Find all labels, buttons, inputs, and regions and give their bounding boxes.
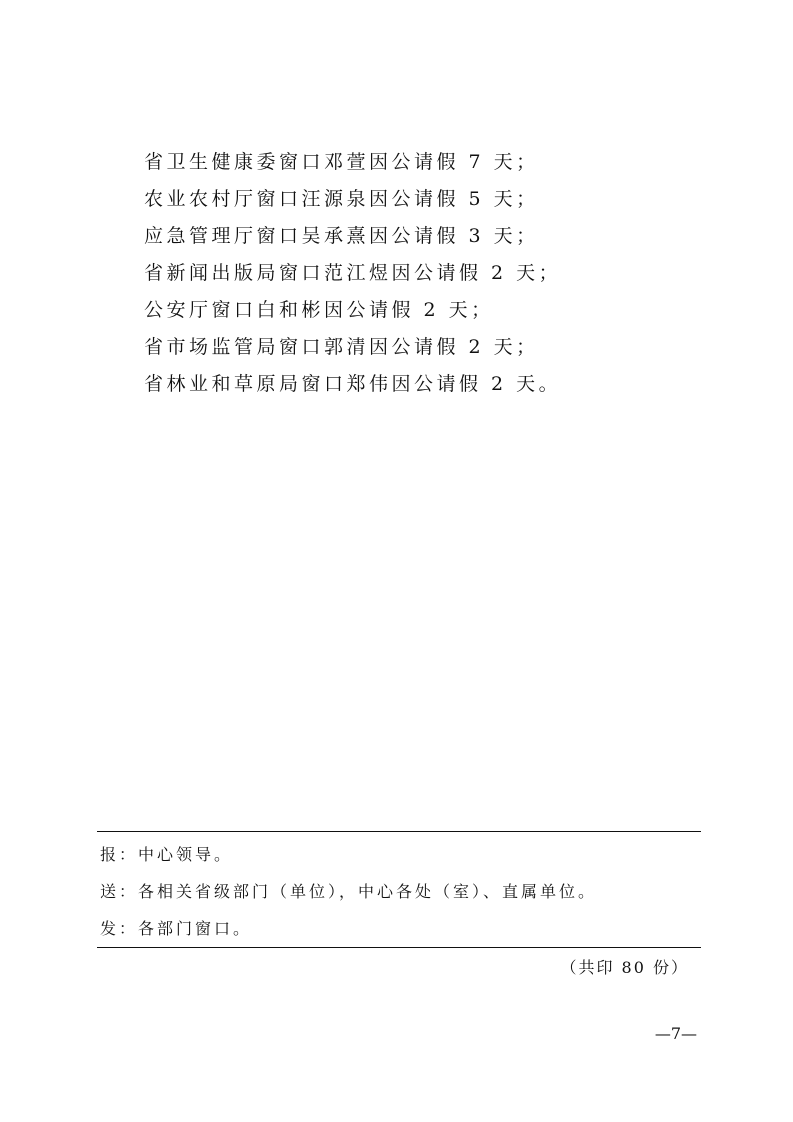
leave-item: 省市场监管局窗口郭清因公请假 2 天； (144, 336, 539, 358)
leave-item: 省卫生健康委窗口邓萱因公请假 7 天； (144, 151, 539, 173)
page-number: —7— (654, 1024, 697, 1043)
print-copies-note: （共印 80 份） (560, 958, 689, 977)
distribution-send-to: 送：各相关省级部门（单位），中心各处（室）、直属单位。 (100, 882, 598, 901)
leave-item: 公安厅窗口白和彬因公请假 2 天； (144, 299, 494, 321)
leave-list (144, 144, 561, 403)
distribution-bottom-divider (97, 947, 701, 948)
leave-item: 省新闻出版局窗口范江煜因公请假 2 天； (144, 262, 562, 284)
distribution-issue-to: 发：各部门窗口。 (100, 919, 253, 938)
leave-item: 农业农村厅窗口汪源泉因公请假 5 天； (144, 188, 539, 210)
distribution-report-to: 报：中心领导。 (100, 845, 234, 864)
distribution-top-divider (97, 831, 701, 832)
leave-item: 省林业和草原局窗口郑伟因公请假 2 天。 (144, 373, 562, 395)
leave-item: 应急管理厅窗口吴承熹因公请假 3 天； (144, 225, 539, 247)
